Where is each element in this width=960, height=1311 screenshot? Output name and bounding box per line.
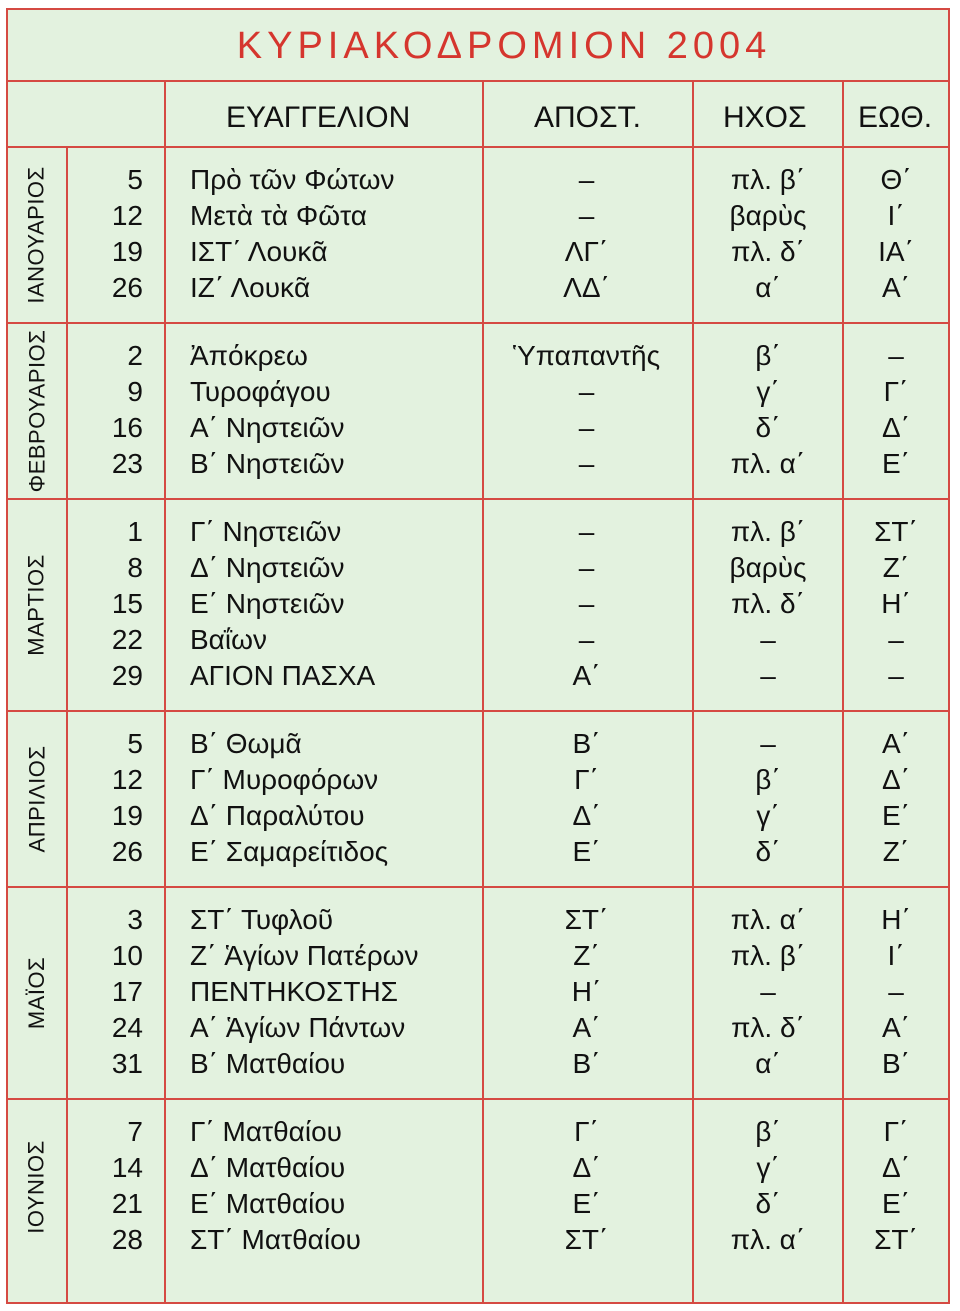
- gospel-cell: Α΄ Ἁγίων Πάντων: [190, 1012, 406, 1043]
- month-column-divider: [66, 146, 68, 1302]
- apostle-cell: Γ΄: [574, 1116, 599, 1147]
- day-cell: 10: [111, 940, 143, 971]
- header-apostle: ΑΠΟΣΤ.: [534, 101, 641, 134]
- page-title: ΚΥΡΙΑΚΟΔΡΟΜΙΟΝ 2004: [236, 24, 772, 67]
- month-divider: [8, 886, 948, 888]
- table-row: [8, 410, 948, 446]
- gospel-cell: Βαΐων: [190, 624, 267, 655]
- apostle-cell: Δ΄: [572, 1152, 601, 1183]
- tone-cell: πλ. δ΄: [731, 236, 805, 267]
- gospel-cell: Ε΄ Ματθαίου: [190, 1188, 346, 1219]
- tone-cell: –: [760, 728, 776, 759]
- table-row: [8, 1150, 948, 1186]
- column-divider: [842, 80, 844, 1302]
- eothinon-cell: Α΄: [882, 272, 910, 303]
- table-row: [8, 834, 948, 870]
- table-row: [8, 1186, 948, 1222]
- eothinon-cell: Η΄: [881, 588, 911, 619]
- column-divider: [692, 80, 694, 1302]
- table-row: [8, 658, 948, 694]
- month-name: ΙΟΥΝΙΟΣ: [24, 1140, 49, 1234]
- tone-cell: –: [760, 976, 776, 1007]
- apostle-cell: Ε΄: [572, 836, 601, 867]
- tone-cell: –: [760, 624, 776, 655]
- day-cell: 8: [127, 552, 143, 583]
- eothinon-cell: Θ΄: [880, 164, 912, 195]
- day-cell: 26: [111, 836, 143, 867]
- tone-cell: α΄: [755, 272, 781, 303]
- header-tone: ΗΧΟΣ: [723, 101, 807, 134]
- gospel-cell: Γ΄ Νηστειῶν: [190, 516, 342, 547]
- eothinon-cell: Ζ΄: [882, 836, 910, 867]
- day-cell: 23: [111, 448, 143, 479]
- table-row: [8, 550, 948, 586]
- month-name: ΜΑΪΟΣ: [24, 956, 50, 1030]
- day-cell: 21: [111, 1188, 143, 1219]
- gospel-cell: ΣΤ΄ Ματθαίου: [190, 1224, 361, 1255]
- column-divider: [164, 80, 166, 1302]
- table-row: [8, 798, 948, 834]
- month-name: ΙΑΝΟΥΑΡΙΟΣ: [24, 166, 50, 304]
- calendar-sheet: [6, 8, 950, 1304]
- tone-cell: πλ. α΄: [730, 448, 806, 479]
- gospel-cell: ΑΓΙΟΝ ΠΑΣΧΑ: [190, 660, 376, 691]
- tone-cell: α΄: [755, 1048, 781, 1079]
- gospel-cell: ΣΤ΄ Τυφλοῦ: [190, 904, 334, 935]
- apostle-cell: –: [578, 164, 595, 195]
- day-cell: 1: [127, 516, 143, 547]
- tone-cell: πλ. δ΄: [731, 588, 805, 619]
- apostle-cell: –: [578, 412, 595, 443]
- apostle-cell: –: [578, 448, 595, 479]
- table-row: [8, 514, 948, 550]
- eothinon-cell: –: [888, 976, 904, 1007]
- apostle-cell: –: [578, 516, 595, 547]
- tone-cell: δ΄: [755, 836, 781, 867]
- month-name: ΜΑΡΤΙΟΣ: [24, 554, 49, 656]
- tone-cell: δ΄: [755, 1188, 781, 1219]
- day-cell: 12: [111, 764, 143, 795]
- table-row: [8, 762, 948, 798]
- eothinon-cell: Β΄: [882, 1048, 910, 1079]
- tone-cell: β΄: [755, 1116, 781, 1147]
- month-divider: [8, 1098, 948, 1100]
- tone-cell: β΄: [755, 764, 781, 795]
- table-row: [8, 198, 948, 234]
- apostle-cell: Β΄: [572, 728, 601, 759]
- apostle-cell: –: [578, 200, 595, 231]
- day-cell: 5: [127, 164, 143, 195]
- table-row: [8, 622, 948, 658]
- gospel-cell: ΙΣΤ΄ Λουκᾶ: [190, 236, 328, 267]
- apostle-cell: ΛΔ΄: [563, 272, 610, 303]
- apostle-cell: –: [578, 376, 595, 407]
- day-cell: 19: [111, 236, 143, 267]
- table-row: [8, 938, 948, 974]
- gospel-cell: Μετὰ τὰ Φῶτα: [190, 200, 367, 231]
- gospel-cell: Δ΄ Παραλύτου: [190, 800, 365, 831]
- eothinon-cell: Δ΄: [881, 412, 911, 443]
- eothinon-cell: Δ΄: [881, 1152, 911, 1183]
- day-cell: 7: [127, 1116, 143, 1147]
- gospel-cell: Β΄ Θωμᾶ: [190, 728, 302, 759]
- gospel-cell: Ἀπόκρεω: [190, 340, 308, 371]
- tone-cell: βαρὺς: [729, 200, 807, 231]
- eothinon-cell: –: [888, 660, 904, 691]
- table-row: [8, 902, 948, 938]
- gospel-cell: Δ΄ Νηστειῶν: [190, 552, 345, 583]
- day-cell: 5: [127, 728, 143, 759]
- eothinon-cell: Ε΄: [882, 448, 910, 479]
- eothinon-cell: Ι΄: [887, 940, 905, 971]
- gospel-cell: Γ΄ Ματθαίου: [190, 1116, 342, 1147]
- apostle-cell: ΛΓ΄: [564, 236, 609, 267]
- apostle-cell: Ζ΄: [573, 940, 600, 971]
- eothinon-cell: –: [888, 340, 904, 371]
- gospel-cell: Ζ΄ Ἁγίων Πατέρων: [190, 940, 419, 971]
- tone-cell: πλ. β΄: [730, 940, 806, 971]
- gospel-cell: Β΄ Ματθαίου: [190, 1048, 346, 1079]
- column-divider: [482, 80, 484, 1302]
- gospel-cell: Ε΄ Νηστειῶν: [190, 588, 345, 619]
- month-divider: [8, 498, 948, 500]
- table-row: [8, 1046, 948, 1082]
- apostle-cell: –: [578, 588, 595, 619]
- apostle-cell: Ὑπαπαντῆς: [512, 340, 661, 371]
- apostle-cell: Β΄: [572, 1048, 601, 1079]
- eothinon-cell: ΣΤ΄: [874, 516, 918, 547]
- header-divider: [8, 146, 948, 148]
- eothinon-cell: Ζ΄: [882, 552, 910, 583]
- eothinon-cell: Η΄: [881, 904, 911, 935]
- apostle-cell: Γ΄: [574, 764, 599, 795]
- tone-cell: –: [760, 660, 776, 691]
- eothinon-cell: ΙΑ΄: [878, 236, 914, 267]
- day-cell: 19: [111, 800, 143, 831]
- table-row: [8, 338, 948, 374]
- month-divider: [8, 322, 948, 324]
- eothinon-cell: Ε΄: [882, 1188, 910, 1219]
- table-row: [8, 374, 948, 410]
- apostle-cell: ΣΤ΄: [564, 904, 609, 935]
- apostle-cell: Α΄: [572, 1012, 601, 1043]
- day-cell: 28: [111, 1224, 143, 1255]
- table-row: [8, 974, 948, 1010]
- day-cell: 9: [127, 376, 143, 407]
- gospel-cell: Τυροφάγου: [190, 376, 331, 407]
- month-name: ΦΕΒΡΟΥΑΡΙΟΣ: [24, 329, 50, 493]
- apostle-cell: ΣΤ΄: [564, 1224, 609, 1255]
- day-cell: 26: [111, 272, 143, 303]
- table-row: [8, 586, 948, 622]
- day-cell: 31: [111, 1048, 143, 1079]
- tone-cell: πλ. β΄: [730, 164, 806, 195]
- month-divider: [8, 710, 948, 712]
- day-cell: 29: [111, 660, 143, 691]
- tone-cell: δ΄: [755, 412, 781, 443]
- gospel-cell: ΠΕΝΤΗΚΟΣΤΗΣ: [190, 976, 398, 1007]
- eothinon-cell: Δ΄: [881, 764, 911, 795]
- eothinon-cell: Α΄: [882, 1012, 910, 1043]
- table-row: [8, 446, 948, 482]
- gospel-cell: Γ΄ Μυροφόρων: [190, 764, 379, 795]
- tone-cell: πλ. α΄: [730, 904, 806, 935]
- table-row: [8, 162, 948, 198]
- tone-cell: β΄: [755, 340, 781, 371]
- apostle-cell: Δ΄: [572, 800, 601, 831]
- eothinon-cell: Ε΄: [882, 800, 910, 831]
- apostle-cell: Α΄: [572, 660, 601, 691]
- tone-cell: πλ. β΄: [730, 516, 806, 547]
- header-eothinon: ΕΩΘ.: [858, 101, 933, 134]
- day-cell: 16: [111, 412, 143, 443]
- eothinon-cell: Α΄: [882, 728, 910, 759]
- eothinon-cell: Ι΄: [887, 200, 905, 231]
- tone-cell: πλ. δ΄: [731, 1012, 805, 1043]
- table-row: [8, 270, 948, 306]
- table-row: [8, 1010, 948, 1046]
- apostle-cell: Η΄: [571, 976, 602, 1007]
- tone-cell: γ΄: [756, 800, 780, 831]
- gospel-cell: Β΄ Νηστειῶν: [190, 448, 345, 479]
- day-cell: 22: [111, 624, 143, 655]
- gospel-cell: ΙΖ΄ Λουκᾶ: [190, 272, 311, 303]
- tone-cell: πλ. α΄: [730, 1224, 806, 1255]
- eothinon-cell: ΣΤ΄: [874, 1224, 918, 1255]
- table-row: [8, 234, 948, 270]
- day-cell: 12: [111, 200, 143, 231]
- title-divider: [8, 80, 948, 82]
- apostle-cell: –: [578, 552, 595, 583]
- eothinon-cell: –: [888, 624, 904, 655]
- table-row: [8, 726, 948, 762]
- day-cell: 3: [127, 904, 143, 935]
- table-row: [8, 1222, 948, 1258]
- gospel-cell: Πρὸ τῶν Φώτων: [190, 164, 395, 195]
- day-cell: 14: [111, 1152, 143, 1183]
- tone-cell: γ΄: [756, 1152, 780, 1183]
- tone-cell: βαρὺς: [729, 552, 807, 583]
- day-cell: 17: [111, 976, 143, 1007]
- tone-cell: γ΄: [756, 376, 780, 407]
- gospel-cell: Ε΄ Σαμαρείτιδος: [190, 836, 389, 867]
- month-name: ΑΠΡΙΛΙΟΣ: [24, 745, 49, 853]
- eothinon-cell: Γ΄: [883, 376, 909, 407]
- apostle-cell: Ε΄: [572, 1188, 601, 1219]
- gospel-cell: Α΄ Νηστειῶν: [190, 412, 345, 443]
- gospel-cell: Δ΄ Ματθαίου: [190, 1152, 346, 1183]
- day-cell: 15: [111, 588, 143, 619]
- table-row: [8, 1114, 948, 1150]
- day-cell: 2: [127, 340, 143, 371]
- day-cell: 24: [111, 1012, 143, 1043]
- apostle-cell: –: [578, 624, 595, 655]
- eothinon-cell: Γ΄: [883, 1116, 909, 1147]
- header-gospel: ΕΥΑΓΓΕΛΙΟΝ: [226, 101, 411, 134]
